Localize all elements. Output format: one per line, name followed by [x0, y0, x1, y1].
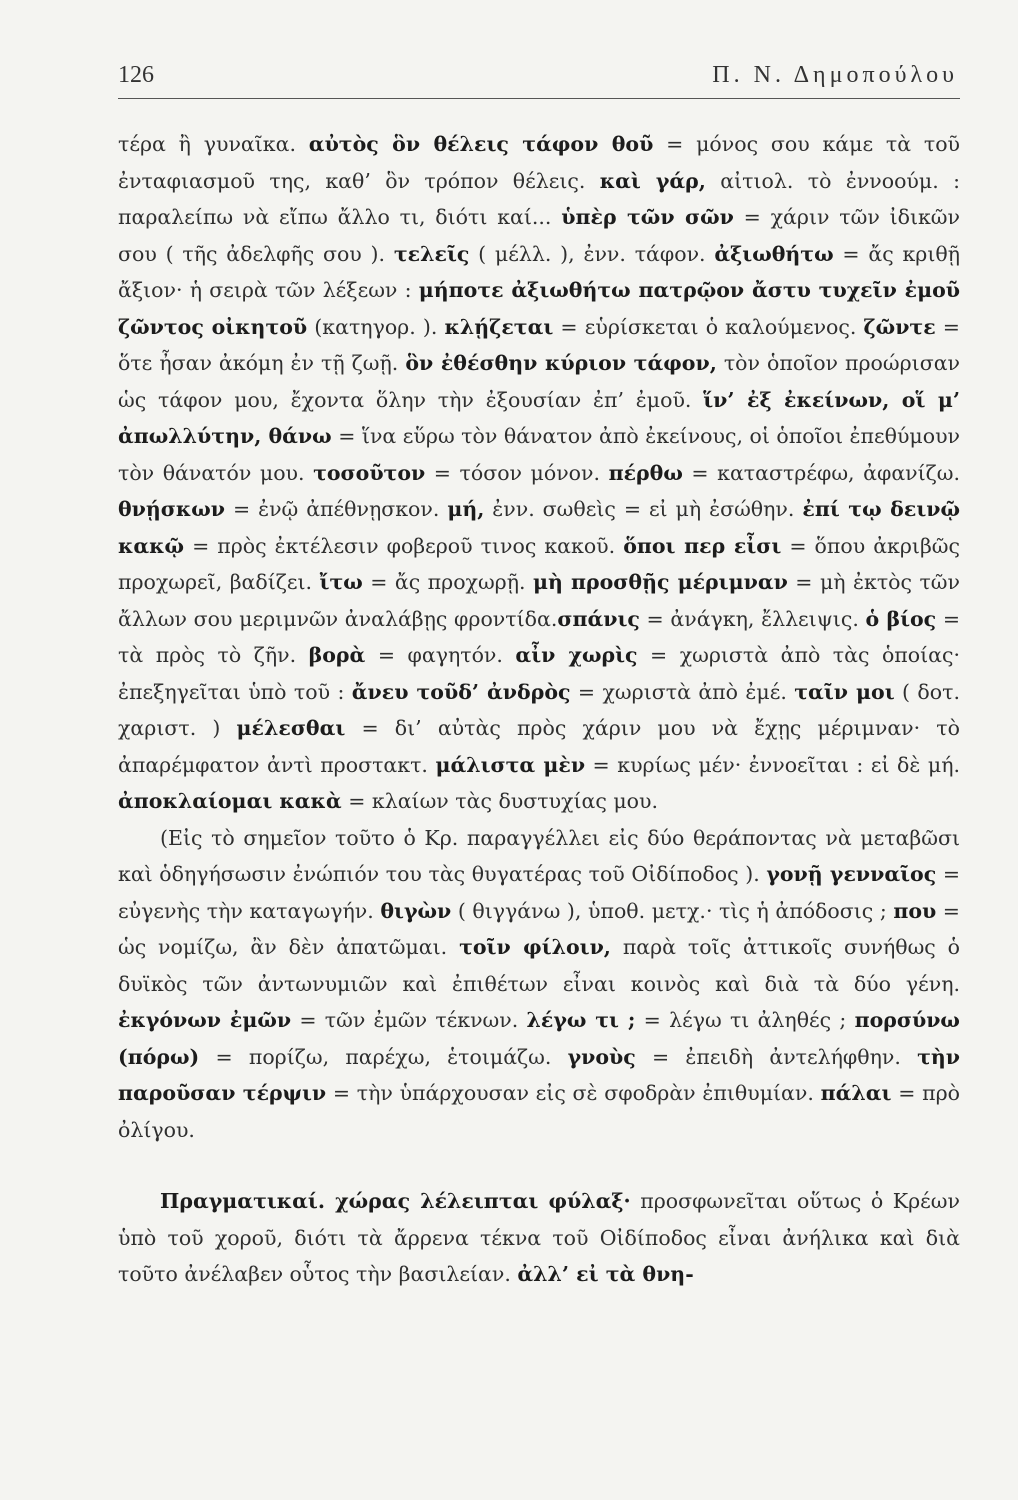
lemma-bold: τὴν παροῦσαν τέρψιν — [118, 1044, 960, 1105]
lemma-bold: σπάνις — [557, 606, 640, 631]
lemma-bold: μήποτε ἀξιωθήτω πατρῷον ἄστυ τυχεῖν ἐμοῦ ζῶντος οἰκητοῦ — [118, 278, 960, 339]
lemma-bold: αὐτὸς ὃν θέλεις τάφον θοῦ — [308, 132, 654, 156]
lemma-bold: τοῖν φίλοιν, — [459, 935, 611, 959]
lemma-bold: ὃν ἐθέσθην κύριον τάφον, — [405, 351, 717, 375]
gloss-text: = πρὸ ὀλίγου. — [118, 1081, 960, 1142]
gloss-text: = φαγητόν. — [365, 643, 516, 667]
gloss-text: = μὴ ἐκτὸς τῶν ἄλλων σου μεριμνῶν ἀναλάβῃς φροντίδα. — [118, 570, 960, 631]
lemma-bold: ταῖν μοι — [794, 679, 895, 704]
lemma-bold: βορὰ — [308, 643, 366, 667]
running-head: Π. Ν. Δημοπούλου — [712, 62, 958, 88]
lemma-bold: ἐπί τῳ δεινῷ κακῷ — [118, 497, 960, 558]
lemma-bold: ἀλλ’ εἰ τὰ θνη- — [517, 1262, 694, 1286]
gloss-text: = λέγω τι ἀληθές ; — [635, 1008, 855, 1032]
lemma-bold: θιγὼν — [380, 898, 452, 923]
lemma-bold: ζῶντε — [863, 314, 936, 339]
gloss-text: = χωριστὰ ἀπὸ τὰς ὁποίας· ἐπεξηγεῖται ὑπὸ τοῦ : — [118, 643, 960, 704]
paragraph-commentary-3 — [118, 1183, 960, 1293]
gloss-text: παρὰ τοῖς ἀττικοῖς συνήθως ὁ δυϊκὸς τῶν ἀντωνυμιῶν καὶ ἐπιθέτων εἶναι κοινὸς καὶ διὰ τὰ δύο γένη. — [118, 935, 960, 996]
paragraph-commentary-1 — [118, 126, 960, 820]
lemma-bold: γνοὺς — [567, 1044, 636, 1069]
gloss-text: προσφωνεῖται οὕτως ὁ Κρέων ὑπὸ τοῦ χοροῦ, διότι τὰ ἄρρενα τέκνα τοῦ Οἰδίποδος εἶναι ἀνήλικα καὶ διὰ τοῦτο ἀνέλαβεν οὗτος τὴν βασιλείαν. — [118, 1189, 960, 1286]
lemma-bold: ἴτω — [319, 570, 363, 594]
gloss-text: = τῶν ἐμῶν τέκνων. — [291, 1008, 527, 1032]
gloss-text: = τὰ πρὸς τὸ ζῆν. — [118, 606, 960, 667]
gloss-text: = καταστρέφω, ἀφανίζω. — [682, 460, 961, 485]
gloss-text: = τόσον μόνον. — [425, 460, 609, 485]
paragraph-commentary-2 — [118, 820, 960, 1149]
gloss-text: τέρα ἢ γυναῖκα. — [118, 132, 309, 156]
gloss-text: = χωριστὰ ἀπὸ ἐμέ. — [570, 679, 795, 704]
page-header — [118, 58, 960, 99]
gloss-text: = πρὸς ἐκτέλεσιν φοβεροῦ τινος κακοῦ. — [184, 533, 624, 558]
gloss-text: = ἄς προχωρῇ. — [362, 570, 533, 594]
lemma-bold: τοσοῦτον — [313, 460, 426, 485]
lemma-bold: μή, — [447, 497, 485, 521]
lemma-bold: ἐκγόνων ἐμῶν — [118, 1008, 292, 1032]
gloss-text: = κυρίως μέν· ἐννοεῖται : εἰ δὲ μή. — [585, 752, 961, 777]
gloss-text: = κλαίων τὰς δυστυχίας μου. — [341, 789, 659, 813]
gloss-text: αἰτιολ. τὸ ἐννοούμ. : παραλείπω νὰ εἴπω ἄλλο τι, διότι καί... — [118, 168, 961, 229]
lemma-bold: ἀποκλαίομαι κακὰ — [118, 789, 342, 813]
gloss-text: (κατηγορ. ). — [307, 314, 445, 339]
gloss-text: ( μέλλ. ), ἐνν. τάφον. — [469, 241, 715, 266]
lemma-bold: ὁ βίος — [865, 606, 937, 631]
gloss-text: = ἐνῷ ἀπέθνῃσκον. — [225, 497, 448, 521]
gloss-text: = εὑρίσκεται ὁ καλούμενος. — [553, 314, 864, 339]
lemma-bold: τελεῖς — [393, 241, 470, 266]
gloss-text: = ὅτε ἦσαν ἀκόμη ἐν τῇ ζωῇ. — [118, 314, 960, 375]
lemma-bold: καὶ γάρ, — [599, 168, 706, 193]
gloss-text: τὸν ὁποῖον προώρισαν ὡς τάφον μου, ἔχοντα ὅλην τὴν ἐξουσίαν ἐπ’ ἐμοῦ. — [118, 351, 960, 412]
gloss-text: = τὴν ὑπάρχουσαν εἰς σὲ σφοδρὰν ἐπιθυμίαν. — [326, 1081, 821, 1105]
lemma-bold: ἵν’ ἐξ ἐκείνων, οἵ μ’ ἀπωλλύτην, θάνω — [118, 387, 960, 448]
lemma-bold: ἀξιωθήτω — [714, 241, 834, 266]
lemma-bold: λέγω τι ; — [526, 1008, 636, 1032]
gloss-text: ἐνν. σωθεὶς = εἰ μὴ ἐσώθην. — [484, 497, 803, 521]
gloss-text: = ἄς κριθῇ ἄξιον· ἡ σειρὰ τῶν λέξεων : — [118, 241, 961, 302]
page-number: 126 — [118, 62, 154, 88]
lemma-bold: μάλιστα μὲν — [435, 752, 586, 777]
lemma-bold: θνῄσκων — [118, 497, 226, 521]
lemma-bold: πορσύνω (πόρω) — [118, 1008, 960, 1069]
lemma-bold: πάλαι — [820, 1081, 892, 1105]
gloss-text: = ὅπου ἀκριβῶς προχωρεῖ, βαδίζει. — [118, 533, 961, 594]
lemma-bold: ὅποι περ εἶσι — [623, 533, 782, 558]
gloss-text: = ὡς νομίζω, ἂν δὲν ἀπατῶμαι. — [118, 898, 960, 959]
gloss-text: ( δοτ. χαριστ. ) — [118, 679, 960, 740]
lemma-bold: μὴ προσθῇς μέριμναν — [533, 570, 788, 594]
lemma-bold: κλῄζεται — [444, 314, 554, 339]
lemma-bold: πέρθω — [608, 460, 683, 485]
gloss-text: (Εἰς τὸ σημεῖον τοῦτο ὁ Κρ. παραγγέλλει εἰς δύο θεράποντας νὰ μεταβῶσι καὶ ὁδηγήσωσιν ἐνώπιόν του τὰς θυγατέρας τοῦ Οἰδίποδος ). — [118, 825, 960, 886]
lemma-bold: αἶν χωρὶς — [515, 643, 638, 667]
gloss-text: = πορίζω, παρέχω, ἑτοιμάζω. — [199, 1044, 568, 1069]
lemma-bold: γονῇ γενναῖος — [766, 862, 937, 886]
lemma-bold: Πραγματικαί. χώρας λέλειπται φύλαξ· — [160, 1189, 631, 1213]
lemma-bold: μέλεσθαι — [236, 716, 346, 740]
gloss-text: = μόνος σου κάμε τὰ τοῦ ἐνταφιασμοῦ της, καθ’ ὃν τρόπον θέλεις. — [118, 132, 961, 193]
commentary-text — [118, 126, 960, 1293]
lemma-bold: ὑπὲρ τῶν σῶν — [561, 205, 734, 229]
gloss-text: = δι’ αὐτὰς πρὸς χάριν μου νὰ ἔχῃς μέριμναν· τὸ ἀπαρέμφατον ἀντὶ προστακτ. — [118, 716, 960, 777]
gloss-text: = ἐπειδὴ ἀντελήφθην. — [635, 1044, 918, 1069]
gloss-text: ( θιγγάνω ), ὑποθ. μετχ.· τὶς ἡ ἀπόδοσις ; — [451, 898, 894, 923]
gloss-text: = ἵνα εὕρω τὸν θάνατον ἀπὸ ἐκείνους, οἱ ὁποῖοι ἐπεθύμουν τὸν θάνατόν μου. — [118, 424, 960, 485]
lemma-bold: ἄνευ τοῦδ’ ἀνδρὸς — [351, 679, 571, 704]
gloss-text: = εὐγενὴς τὴν καταγωγήν. — [118, 862, 961, 923]
gloss-text: = ἀνάγκη, ἔλλειψις. — [639, 606, 866, 631]
lemma-bold: που — [893, 898, 937, 923]
gloss-text: = χάριν τῶν ἰδικῶν σου ( τῆς ἀδελφῆς σου ). — [118, 205, 960, 266]
